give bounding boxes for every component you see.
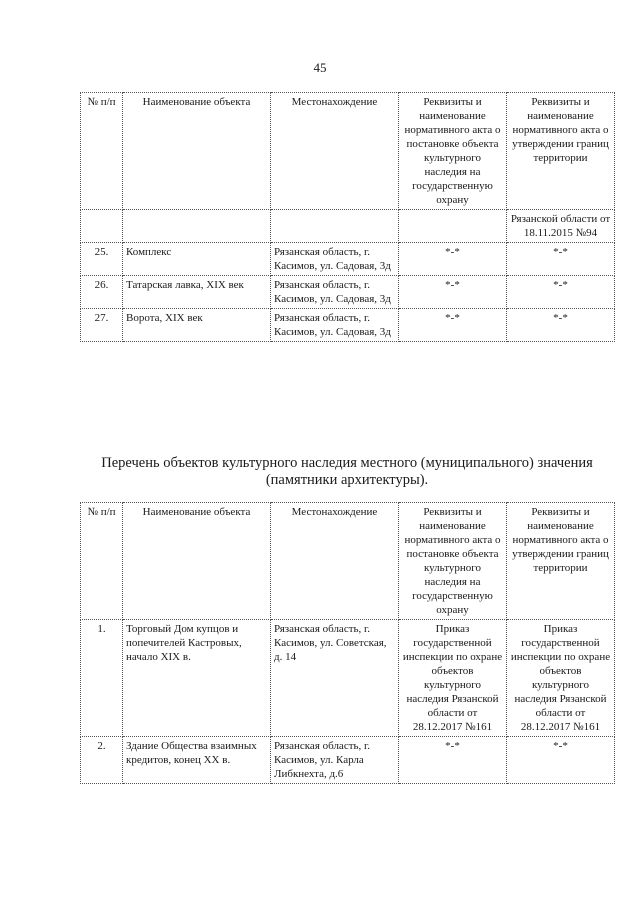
- local-heritage-objects-table: [80, 502, 615, 784]
- cell-name: Торговый Дом купцов и попечителей Кастровых, начало XIX в.: [123, 620, 271, 737]
- cell-req-territory: Рязанской области от 18.11.2015 №94: [507, 210, 615, 243]
- cell-req-territory: *-*: [507, 276, 615, 309]
- header-name: Наименование объекта: [123, 93, 271, 210]
- header-req-territory: Реквизиты и наименование нормативного акта о утверждении границ территории: [507, 503, 615, 620]
- cell-location: Рязанская область, г. Касимов, ул. Садовая, 3д: [271, 243, 399, 276]
- cell-name: [123, 210, 271, 243]
- cell-name: Ворота, XIX век: [123, 309, 271, 342]
- header-num: № п/п: [81, 503, 123, 620]
- cell-req-protection: *-*: [399, 309, 507, 342]
- header-location: Местонахождение: [271, 503, 399, 620]
- cell-location: Рязанская область, г. Касимов, ул. Садовая, 3д: [271, 276, 399, 309]
- cell-req-territory: *-*: [507, 243, 615, 276]
- cell-num: 26.: [81, 276, 123, 309]
- table-row: [81, 309, 615, 342]
- cell-num: 2.: [81, 737, 123, 784]
- cell-location: Рязанская область, г. Касимов, ул. Садовая, 3д: [271, 309, 399, 342]
- cell-name: Татарская лавка, XIX век: [123, 276, 271, 309]
- header-name: Наименование объекта: [123, 503, 271, 620]
- header-req-protection: Реквизиты и наименование нормативного акта о постановке объекта культурного наследия на государственную охрану: [399, 503, 507, 620]
- cell-name: Здание Общества взаимных кредитов, конец XX в.: [123, 737, 271, 784]
- section-title: Перечень объектов культурного наследия местного (муниципального) значения (памятники архитектуры).: [101, 455, 593, 488]
- cell-req-protection: *-*: [399, 243, 507, 276]
- table-row: [81, 276, 615, 309]
- header-location: Местонахождение: [271, 93, 399, 210]
- cell-req-protection: [399, 210, 507, 243]
- objects-table-continued: [80, 92, 615, 342]
- cell-num: 1.: [81, 620, 123, 737]
- header-req-protection: Реквизиты и наименование нормативного акта о постановке объекта культурного наследия на государственную охрану: [399, 93, 507, 210]
- table-row: [81, 243, 615, 276]
- cell-num: [81, 210, 123, 243]
- cell-location: Рязанская область, г. Касимов, ул. Советская, д. 14: [271, 620, 399, 737]
- cell-num: 25.: [81, 243, 123, 276]
- cell-req-territory: *-*: [507, 309, 615, 342]
- table-row-continuation: [81, 210, 615, 243]
- header-num: № п/п: [81, 93, 123, 210]
- cell-location: [271, 210, 399, 243]
- page-number: 45: [313, 60, 327, 75]
- cell-name: Комплекс: [123, 243, 271, 276]
- cell-req-protection: *-*: [399, 276, 507, 309]
- cell-req-territory: *-*: [507, 737, 615, 784]
- cell-location: Рязанская область, г. Касимов, ул. Карла Либкнехта, д.6: [271, 737, 399, 784]
- header-req-territory: Реквизиты и наименование нормативного акта о утверждении границ территории: [507, 93, 615, 210]
- cell-num: 27.: [81, 309, 123, 342]
- table-header-row: [81, 503, 615, 620]
- cell-req-protection: *-*: [399, 737, 507, 784]
- table-row: [81, 620, 615, 737]
- cell-req-territory: Приказ государственной инспекции по охране объектов культурного наследия Рязанской области от 28.12.2017 №161: [507, 620, 615, 737]
- cell-req-protection: Приказ государственной инспекции по охране объектов культурного наследия Рязанской области от 28.12.2017 №161: [399, 620, 507, 737]
- table-row: [81, 737, 615, 784]
- table-header-row: [81, 93, 615, 210]
